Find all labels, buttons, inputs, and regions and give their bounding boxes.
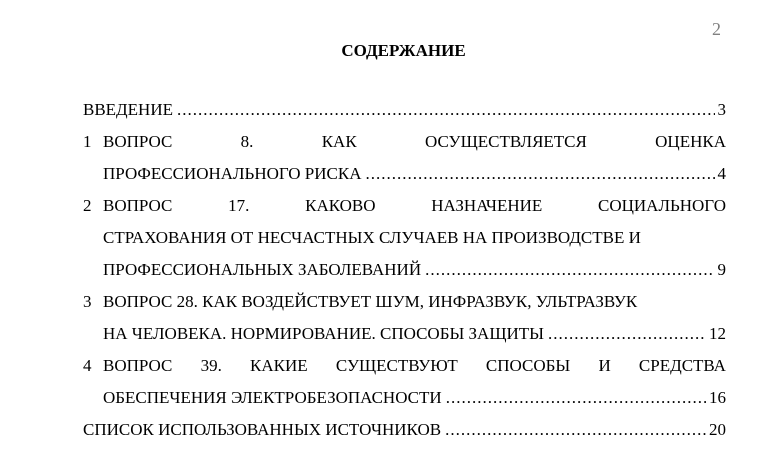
- toc-word: КАКИЕ: [250, 356, 308, 375]
- toc-line: [103, 190, 726, 222]
- dot-leader: [425, 254, 714, 286]
- toc-word: СРЕДСТВА: [638, 356, 726, 375]
- toc-word: 39.: [200, 356, 222, 375]
- toc-line: [103, 350, 726, 382]
- toc-entry-title: ПРОФЕССИОНАЛЬНОГО РИСКА: [103, 164, 362, 183]
- page-number: 2: [712, 19, 721, 39]
- dot-leader: [445, 414, 706, 446]
- toc-page-number: 20: [709, 420, 726, 439]
- toc-word: ВОПРОС: [103, 132, 173, 151]
- table-of-contents: [83, 94, 726, 446]
- toc-entry-question-4[interactable]: [83, 350, 726, 414]
- toc-page-number: 9: [717, 260, 726, 279]
- toc-word: КАК: [321, 132, 357, 151]
- dot-leader: [446, 382, 706, 414]
- toc-line: [103, 254, 726, 286]
- toc-entry-title: ОБЕСПЕЧЕНИЯ ЭЛЕКТРОБЕЗОПАСНОСТИ: [103, 388, 442, 407]
- toc-entry-number: 2: [83, 196, 92, 215]
- toc-page-number: 12: [709, 324, 726, 343]
- toc-word: И: [598, 356, 611, 375]
- toc-line: [103, 382, 726, 414]
- toc-line: [83, 414, 726, 446]
- toc-word: ОЦЕНКА: [655, 132, 726, 151]
- dot-leader: [177, 94, 715, 126]
- toc-line: [103, 318, 726, 350]
- toc-page-number: 16: [709, 388, 726, 407]
- toc-entry-references[interactable]: [83, 414, 726, 446]
- toc-line: [103, 126, 726, 158]
- toc-word: ВОПРОС: [103, 356, 173, 375]
- toc-word: 17.: [228, 196, 250, 215]
- toc-entry-number: 4: [83, 356, 92, 375]
- toc-entry-title: СПИСОК ИСПОЛЬЗОВАННЫХ ИСТОЧНИКОВ: [83, 420, 442, 439]
- toc-word: СОЦИАЛЬНОГО: [598, 196, 726, 215]
- toc-entry-question-1[interactable]: [83, 126, 726, 190]
- toc-entry-title: НА ЧЕЛОВЕКА. НОРМИРОВАНИЕ. СПОСОБЫ ЗАЩИТЫ: [103, 324, 544, 343]
- toc-entry-title: ПРОФЕССИОНАЛЬНЫХ ЗАБОЛЕВАНИЙ: [103, 260, 422, 279]
- toc-entry-question-2[interactable]: [83, 190, 726, 286]
- toc-entry-title: ВВЕДЕНИЕ: [83, 100, 173, 119]
- dot-leader: [366, 158, 715, 190]
- toc-line: [83, 94, 726, 126]
- toc-word: ВОПРОС: [103, 196, 173, 215]
- toc-page-number: 3: [717, 100, 726, 119]
- toc-word: 8.: [240, 132, 254, 151]
- toc-word: СПОСОБЫ: [485, 356, 571, 375]
- toc-page-number: 4: [717, 164, 726, 183]
- toc-title: СОДЕРЖАНИЕ: [341, 41, 466, 60]
- toc-word: ОСУЩЕСТВЛЯЕТСЯ: [424, 132, 587, 151]
- toc-line: [103, 158, 726, 190]
- dot-leader: [548, 318, 706, 350]
- toc-word: НАЗНАЧЕНИЕ: [431, 196, 543, 215]
- toc-entry-introduction[interactable]: [83, 94, 726, 126]
- toc-entry-question-3[interactable]: [83, 286, 726, 350]
- toc-line: ВОПРОС 28. КАК ВОЗДЕЙСТВУЕТ ШУМ, ИНФРАЗВУК, УЛЬТРАЗВУК: [103, 292, 638, 311]
- toc-word: КАКОВО: [305, 196, 376, 215]
- toc-word: СУЩЕСТВУЮТ: [335, 356, 458, 375]
- toc-entry-number: 3: [83, 292, 92, 311]
- toc-entry-number: 1: [83, 132, 92, 151]
- toc-line: СТРАХОВАНИЯ ОТ НЕСЧАСТНЫХ СЛУЧАЕВ НА ПРОИЗВОДСТВЕ И: [103, 228, 641, 247]
